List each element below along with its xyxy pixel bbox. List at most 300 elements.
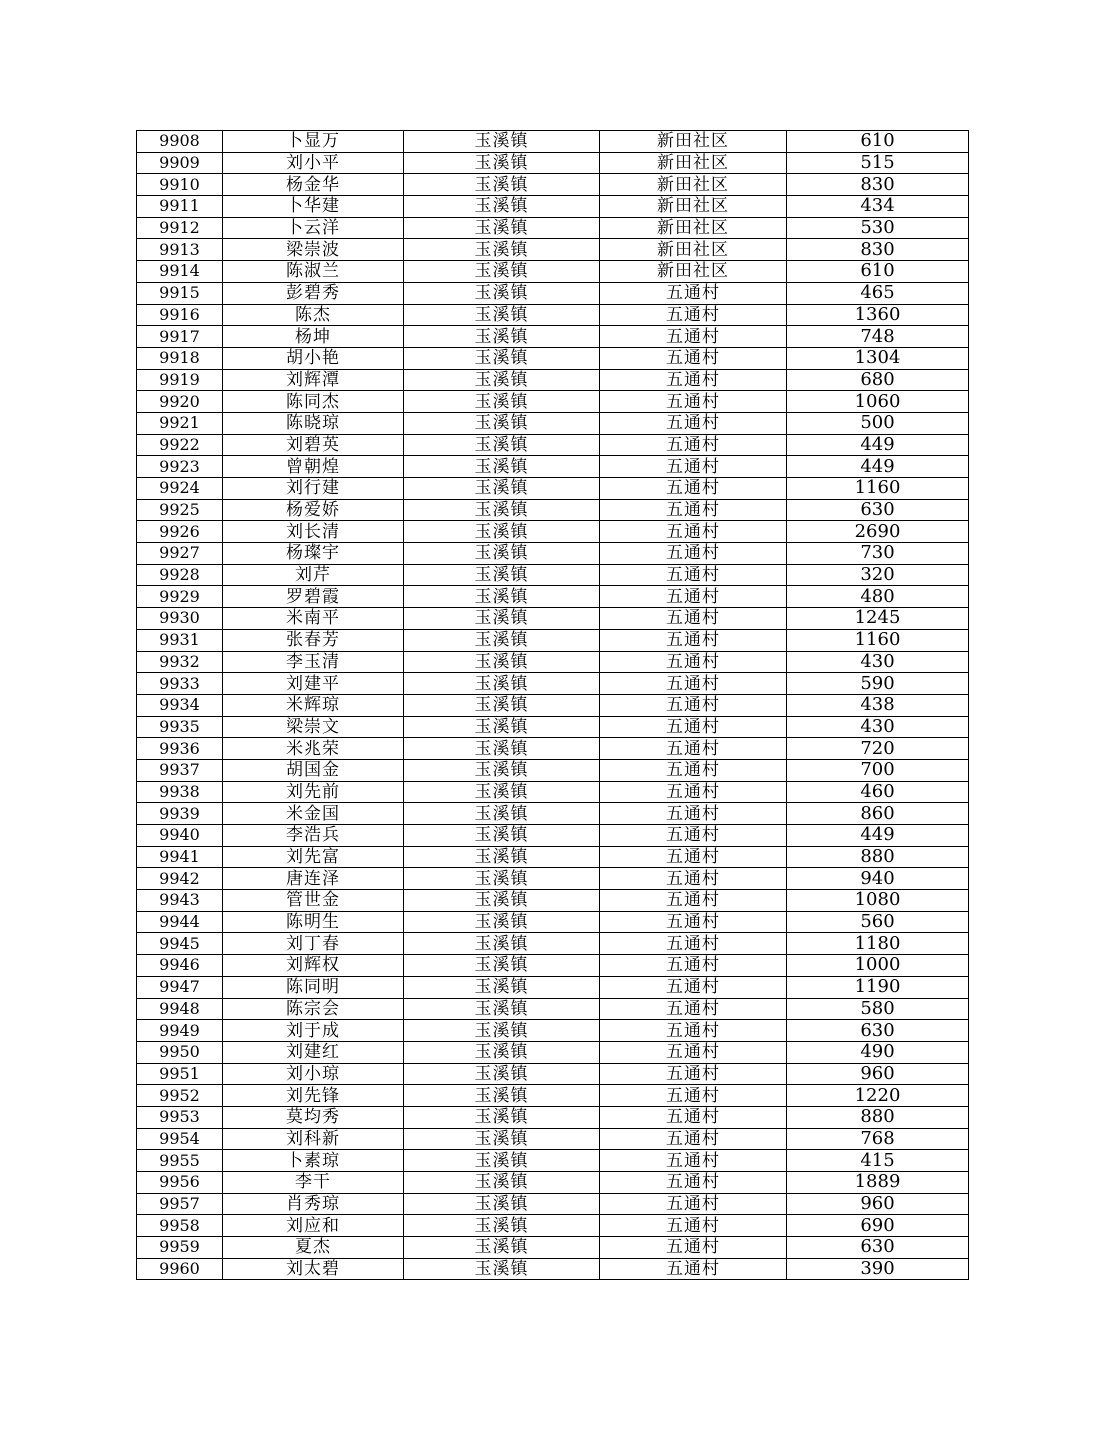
town-cell: 玉溪镇 bbox=[404, 694, 600, 716]
name-cell: 李玉清 bbox=[223, 651, 404, 673]
town-cell: 玉溪镇 bbox=[404, 586, 600, 608]
table-row bbox=[137, 1193, 969, 1215]
amount-cell: 1190 bbox=[787, 976, 969, 998]
row-number-cell: 9958 bbox=[137, 1215, 223, 1237]
row-number-cell: 9933 bbox=[137, 673, 223, 695]
row-number-cell: 9925 bbox=[137, 499, 223, 521]
name-cell: 刘丁春 bbox=[223, 933, 404, 955]
amount-cell: 610 bbox=[787, 131, 969, 153]
row-number-cell: 9955 bbox=[137, 1150, 223, 1172]
village-cell: 新田社区 bbox=[600, 239, 787, 261]
name-cell: 卜显万 bbox=[223, 131, 404, 153]
town-cell: 玉溪镇 bbox=[404, 543, 600, 565]
table-row bbox=[137, 412, 969, 434]
table-row bbox=[137, 1085, 969, 1107]
row-number-cell: 9931 bbox=[137, 629, 223, 651]
amount-cell: 1304 bbox=[787, 347, 969, 369]
amount-cell: 434 bbox=[787, 196, 969, 218]
village-cell: 新田社区 bbox=[600, 131, 787, 153]
town-cell: 玉溪镇 bbox=[404, 738, 600, 760]
name-cell: 刘于成 bbox=[223, 1020, 404, 1042]
town-cell: 玉溪镇 bbox=[404, 868, 600, 890]
table-row bbox=[137, 629, 969, 651]
table-row bbox=[137, 781, 969, 803]
table-row bbox=[137, 586, 969, 608]
name-cell: 莫均秀 bbox=[223, 1106, 404, 1128]
name-cell: 唐连泽 bbox=[223, 868, 404, 890]
amount-cell: 438 bbox=[787, 694, 969, 716]
amount-cell: 768 bbox=[787, 1128, 969, 1150]
amount-cell: 630 bbox=[787, 1020, 969, 1042]
village-cell: 五通村 bbox=[600, 282, 787, 304]
town-cell: 玉溪镇 bbox=[404, 759, 600, 781]
name-cell: 李干 bbox=[223, 1172, 404, 1194]
table-row bbox=[137, 1237, 969, 1259]
village-cell: 五通村 bbox=[600, 911, 787, 933]
town-cell: 玉溪镇 bbox=[404, 933, 600, 955]
village-cell: 五通村 bbox=[600, 998, 787, 1020]
amount-cell: 630 bbox=[787, 1237, 969, 1259]
village-cell: 五通村 bbox=[600, 1063, 787, 1085]
village-cell: 五通村 bbox=[600, 1258, 787, 1280]
town-cell: 玉溪镇 bbox=[404, 1128, 600, 1150]
table-row bbox=[137, 1020, 969, 1042]
village-cell: 新田社区 bbox=[600, 174, 787, 196]
amount-cell: 680 bbox=[787, 369, 969, 391]
village-cell: 五通村 bbox=[600, 369, 787, 391]
table-row bbox=[137, 239, 969, 261]
name-cell: 米金国 bbox=[223, 803, 404, 825]
roster-table-body bbox=[137, 131, 969, 1280]
amount-cell: 1889 bbox=[787, 1172, 969, 1194]
village-cell: 五通村 bbox=[600, 803, 787, 825]
village-cell: 五通村 bbox=[600, 1150, 787, 1172]
town-cell: 玉溪镇 bbox=[404, 261, 600, 283]
row-number-cell: 9911 bbox=[137, 196, 223, 218]
row-number-cell: 9954 bbox=[137, 1128, 223, 1150]
amount-cell: 320 bbox=[787, 564, 969, 586]
row-number-cell: 9910 bbox=[137, 174, 223, 196]
row-number-cell: 9934 bbox=[137, 694, 223, 716]
table-row bbox=[137, 543, 969, 565]
village-cell: 新田社区 bbox=[600, 261, 787, 283]
row-number-cell: 9928 bbox=[137, 564, 223, 586]
name-cell: 夏杰 bbox=[223, 1237, 404, 1259]
village-cell: 五通村 bbox=[600, 521, 787, 543]
town-cell: 玉溪镇 bbox=[404, 196, 600, 218]
table-row bbox=[137, 196, 969, 218]
row-number-cell: 9942 bbox=[137, 868, 223, 890]
row-number-cell: 9944 bbox=[137, 911, 223, 933]
town-cell: 玉溪镇 bbox=[404, 456, 600, 478]
village-cell: 五通村 bbox=[600, 738, 787, 760]
name-cell: 肖秀琼 bbox=[223, 1193, 404, 1215]
name-cell: 管世金 bbox=[223, 890, 404, 912]
amount-cell: 465 bbox=[787, 282, 969, 304]
name-cell: 刘行建 bbox=[223, 478, 404, 500]
row-number-cell: 9939 bbox=[137, 803, 223, 825]
amount-cell: 2690 bbox=[787, 521, 969, 543]
table-row bbox=[137, 738, 969, 760]
village-cell: 五通村 bbox=[600, 1106, 787, 1128]
table-row bbox=[137, 152, 969, 174]
town-cell: 玉溪镇 bbox=[404, 1063, 600, 1085]
town-cell: 玉溪镇 bbox=[404, 1041, 600, 1063]
amount-cell: 960 bbox=[787, 1063, 969, 1085]
name-cell: 陈宗会 bbox=[223, 998, 404, 1020]
name-cell: 刘先锋 bbox=[223, 1085, 404, 1107]
name-cell: 刘小琼 bbox=[223, 1063, 404, 1085]
table-row bbox=[137, 825, 969, 847]
village-cell: 五通村 bbox=[600, 825, 787, 847]
village-cell: 五通村 bbox=[600, 1085, 787, 1107]
row-number-cell: 9922 bbox=[137, 434, 223, 456]
town-cell: 玉溪镇 bbox=[404, 326, 600, 348]
name-cell: 彭碧秀 bbox=[223, 282, 404, 304]
table-row bbox=[137, 759, 969, 781]
table-row bbox=[137, 673, 969, 695]
amount-cell: 630 bbox=[787, 499, 969, 521]
table-row bbox=[137, 174, 969, 196]
village-cell: 新田社区 bbox=[600, 152, 787, 174]
table-row bbox=[137, 716, 969, 738]
amount-cell: 1220 bbox=[787, 1085, 969, 1107]
village-cell: 五通村 bbox=[600, 412, 787, 434]
name-cell: 卜云洋 bbox=[223, 217, 404, 239]
town-cell: 玉溪镇 bbox=[404, 131, 600, 153]
town-cell: 玉溪镇 bbox=[404, 781, 600, 803]
village-cell: 五通村 bbox=[600, 1172, 787, 1194]
town-cell: 玉溪镇 bbox=[404, 1150, 600, 1172]
town-cell: 玉溪镇 bbox=[404, 846, 600, 868]
village-cell: 五通村 bbox=[600, 304, 787, 326]
table-row bbox=[137, 1150, 969, 1172]
village-cell: 五通村 bbox=[600, 629, 787, 651]
row-number-cell: 9953 bbox=[137, 1106, 223, 1128]
amount-cell: 1160 bbox=[787, 629, 969, 651]
row-number-cell: 9941 bbox=[137, 846, 223, 868]
table-row bbox=[137, 803, 969, 825]
amount-cell: 430 bbox=[787, 716, 969, 738]
town-cell: 玉溪镇 bbox=[404, 673, 600, 695]
town-cell: 玉溪镇 bbox=[404, 1085, 600, 1107]
row-number-cell: 9916 bbox=[137, 304, 223, 326]
amount-cell: 700 bbox=[787, 759, 969, 781]
name-cell: 米辉琼 bbox=[223, 694, 404, 716]
row-number-cell: 9909 bbox=[137, 152, 223, 174]
name-cell: 陈晓琼 bbox=[223, 412, 404, 434]
row-number-cell: 9912 bbox=[137, 217, 223, 239]
name-cell: 曾朝煌 bbox=[223, 456, 404, 478]
row-number-cell: 9959 bbox=[137, 1237, 223, 1259]
table-row bbox=[137, 1041, 969, 1063]
name-cell: 卜华建 bbox=[223, 196, 404, 218]
name-cell: 陈同杰 bbox=[223, 391, 404, 413]
amount-cell: 515 bbox=[787, 152, 969, 174]
amount-cell: 415 bbox=[787, 1150, 969, 1172]
amount-cell: 610 bbox=[787, 261, 969, 283]
name-cell: 杨金华 bbox=[223, 174, 404, 196]
name-cell: 陈明生 bbox=[223, 911, 404, 933]
table-row bbox=[137, 304, 969, 326]
amount-cell: 730 bbox=[787, 543, 969, 565]
row-number-cell: 9951 bbox=[137, 1063, 223, 1085]
village-cell: 五通村 bbox=[600, 1020, 787, 1042]
name-cell: 张春芳 bbox=[223, 629, 404, 651]
table-row bbox=[137, 1128, 969, 1150]
table-row bbox=[137, 608, 969, 630]
town-cell: 玉溪镇 bbox=[404, 651, 600, 673]
row-number-cell: 9919 bbox=[137, 369, 223, 391]
village-cell: 五通村 bbox=[600, 456, 787, 478]
town-cell: 玉溪镇 bbox=[404, 347, 600, 369]
table-row bbox=[137, 976, 969, 998]
row-number-cell: 9914 bbox=[137, 261, 223, 283]
town-cell: 玉溪镇 bbox=[404, 564, 600, 586]
amount-cell: 1360 bbox=[787, 304, 969, 326]
amount-cell: 880 bbox=[787, 1106, 969, 1128]
village-cell: 五通村 bbox=[600, 1128, 787, 1150]
amount-cell: 430 bbox=[787, 651, 969, 673]
village-cell: 五通村 bbox=[600, 1193, 787, 1215]
village-cell: 五通村 bbox=[600, 564, 787, 586]
village-cell: 新田社区 bbox=[600, 217, 787, 239]
name-cell: 胡国金 bbox=[223, 759, 404, 781]
amount-cell: 530 bbox=[787, 217, 969, 239]
table-row bbox=[137, 955, 969, 977]
town-cell: 玉溪镇 bbox=[404, 955, 600, 977]
name-cell: 杨坤 bbox=[223, 326, 404, 348]
table-row bbox=[137, 868, 969, 890]
table-row bbox=[137, 890, 969, 912]
amount-cell: 830 bbox=[787, 239, 969, 261]
village-cell: 五通村 bbox=[600, 1215, 787, 1237]
row-number-cell: 9917 bbox=[137, 326, 223, 348]
town-cell: 玉溪镇 bbox=[404, 803, 600, 825]
amount-cell: 490 bbox=[787, 1041, 969, 1063]
name-cell: 刘先富 bbox=[223, 846, 404, 868]
table-row bbox=[137, 131, 969, 153]
amount-cell: 880 bbox=[787, 846, 969, 868]
town-cell: 玉溪镇 bbox=[404, 217, 600, 239]
table-row bbox=[137, 846, 969, 868]
amount-cell: 449 bbox=[787, 456, 969, 478]
village-cell: 五通村 bbox=[600, 846, 787, 868]
name-cell: 刘先前 bbox=[223, 781, 404, 803]
table-row bbox=[137, 933, 969, 955]
name-cell: 卜素琼 bbox=[223, 1150, 404, 1172]
name-cell: 刘小平 bbox=[223, 152, 404, 174]
village-cell: 五通村 bbox=[600, 586, 787, 608]
table-row bbox=[137, 499, 969, 521]
village-cell: 五通村 bbox=[600, 1041, 787, 1063]
roster-table bbox=[136, 130, 969, 1280]
town-cell: 玉溪镇 bbox=[404, 152, 600, 174]
table-row bbox=[137, 564, 969, 586]
village-cell: 五通村 bbox=[600, 499, 787, 521]
row-number-cell: 9913 bbox=[137, 239, 223, 261]
table-row bbox=[137, 217, 969, 239]
table-row bbox=[137, 998, 969, 1020]
village-cell: 五通村 bbox=[600, 694, 787, 716]
town-cell: 玉溪镇 bbox=[404, 391, 600, 413]
town-cell: 玉溪镇 bbox=[404, 499, 600, 521]
name-cell: 李浩兵 bbox=[223, 825, 404, 847]
amount-cell: 1080 bbox=[787, 890, 969, 912]
row-number-cell: 9946 bbox=[137, 955, 223, 977]
row-number-cell: 9908 bbox=[137, 131, 223, 153]
village-cell: 五通村 bbox=[600, 759, 787, 781]
amount-cell: 830 bbox=[787, 174, 969, 196]
town-cell: 玉溪镇 bbox=[404, 1193, 600, 1215]
town-cell: 玉溪镇 bbox=[404, 521, 600, 543]
town-cell: 玉溪镇 bbox=[404, 608, 600, 630]
town-cell: 玉溪镇 bbox=[404, 1215, 600, 1237]
village-cell: 五通村 bbox=[600, 326, 787, 348]
name-cell: 陈杰 bbox=[223, 304, 404, 326]
village-cell: 五通村 bbox=[600, 976, 787, 998]
table-row bbox=[137, 347, 969, 369]
name-cell: 杨璨宇 bbox=[223, 543, 404, 565]
row-number-cell: 9927 bbox=[137, 543, 223, 565]
town-cell: 玉溪镇 bbox=[404, 890, 600, 912]
town-cell: 玉溪镇 bbox=[404, 976, 600, 998]
name-cell: 杨爱娇 bbox=[223, 499, 404, 521]
town-cell: 玉溪镇 bbox=[404, 1020, 600, 1042]
row-number-cell: 9948 bbox=[137, 998, 223, 1020]
table-row bbox=[137, 911, 969, 933]
row-number-cell: 9924 bbox=[137, 478, 223, 500]
name-cell: 刘应和 bbox=[223, 1215, 404, 1237]
amount-cell: 390 bbox=[787, 1258, 969, 1280]
name-cell: 刘辉权 bbox=[223, 955, 404, 977]
row-number-cell: 9918 bbox=[137, 347, 223, 369]
amount-cell: 580 bbox=[787, 998, 969, 1020]
table-row bbox=[137, 1106, 969, 1128]
table-row bbox=[137, 456, 969, 478]
table-row bbox=[137, 651, 969, 673]
town-cell: 玉溪镇 bbox=[404, 1258, 600, 1280]
village-cell: 五通村 bbox=[600, 955, 787, 977]
amount-cell: 1000 bbox=[787, 955, 969, 977]
village-cell: 五通村 bbox=[600, 868, 787, 890]
table-row bbox=[137, 434, 969, 456]
village-cell: 五通村 bbox=[600, 673, 787, 695]
table-row bbox=[137, 326, 969, 348]
amount-cell: 500 bbox=[787, 412, 969, 434]
row-number-cell: 9957 bbox=[137, 1193, 223, 1215]
row-number-cell: 9937 bbox=[137, 759, 223, 781]
town-cell: 玉溪镇 bbox=[404, 1237, 600, 1259]
amount-cell: 860 bbox=[787, 803, 969, 825]
town-cell: 玉溪镇 bbox=[404, 239, 600, 261]
row-number-cell: 9921 bbox=[137, 412, 223, 434]
amount-cell: 1060 bbox=[787, 391, 969, 413]
table-row bbox=[137, 391, 969, 413]
name-cell: 梁崇文 bbox=[223, 716, 404, 738]
amount-cell: 960 bbox=[787, 1193, 969, 1215]
table-row bbox=[137, 282, 969, 304]
amount-cell: 560 bbox=[787, 911, 969, 933]
town-cell: 玉溪镇 bbox=[404, 1106, 600, 1128]
town-cell: 玉溪镇 bbox=[404, 911, 600, 933]
amount-cell: 1180 bbox=[787, 933, 969, 955]
table-row bbox=[137, 369, 969, 391]
village-cell: 五通村 bbox=[600, 608, 787, 630]
name-cell: 刘辉潭 bbox=[223, 369, 404, 391]
table-row bbox=[137, 694, 969, 716]
name-cell: 米兆荣 bbox=[223, 738, 404, 760]
row-number-cell: 9932 bbox=[137, 651, 223, 673]
row-number-cell: 9938 bbox=[137, 781, 223, 803]
row-number-cell: 9923 bbox=[137, 456, 223, 478]
town-cell: 玉溪镇 bbox=[404, 825, 600, 847]
amount-cell: 748 bbox=[787, 326, 969, 348]
amount-cell: 590 bbox=[787, 673, 969, 695]
table-row bbox=[137, 521, 969, 543]
town-cell: 玉溪镇 bbox=[404, 434, 600, 456]
village-cell: 五通村 bbox=[600, 716, 787, 738]
table-row bbox=[137, 1215, 969, 1237]
row-number-cell: 9952 bbox=[137, 1085, 223, 1107]
row-number-cell: 9940 bbox=[137, 825, 223, 847]
town-cell: 玉溪镇 bbox=[404, 369, 600, 391]
village-cell: 五通村 bbox=[600, 543, 787, 565]
row-number-cell: 9920 bbox=[137, 391, 223, 413]
row-number-cell: 9930 bbox=[137, 608, 223, 630]
village-cell: 五通村 bbox=[600, 391, 787, 413]
name-cell: 刘太碧 bbox=[223, 1258, 404, 1280]
amount-cell: 449 bbox=[787, 434, 969, 456]
town-cell: 玉溪镇 bbox=[404, 282, 600, 304]
village-cell: 五通村 bbox=[600, 781, 787, 803]
amount-cell: 1245 bbox=[787, 608, 969, 630]
village-cell: 五通村 bbox=[600, 651, 787, 673]
row-number-cell: 9936 bbox=[137, 738, 223, 760]
row-number-cell: 9943 bbox=[137, 890, 223, 912]
town-cell: 玉溪镇 bbox=[404, 716, 600, 738]
row-number-cell: 9945 bbox=[137, 933, 223, 955]
village-cell: 五通村 bbox=[600, 933, 787, 955]
name-cell: 刘碧英 bbox=[223, 434, 404, 456]
row-number-cell: 9915 bbox=[137, 282, 223, 304]
row-number-cell: 9926 bbox=[137, 521, 223, 543]
table-row bbox=[137, 478, 969, 500]
amount-cell: 720 bbox=[787, 738, 969, 760]
row-number-cell: 9960 bbox=[137, 1258, 223, 1280]
amount-cell: 940 bbox=[787, 868, 969, 890]
name-cell: 胡小艳 bbox=[223, 347, 404, 369]
table-row bbox=[137, 1172, 969, 1194]
name-cell: 米南平 bbox=[223, 608, 404, 630]
amount-cell: 480 bbox=[787, 586, 969, 608]
town-cell: 玉溪镇 bbox=[404, 478, 600, 500]
row-number-cell: 9935 bbox=[137, 716, 223, 738]
name-cell: 陈淑兰 bbox=[223, 261, 404, 283]
name-cell: 刘长清 bbox=[223, 521, 404, 543]
name-cell: 刘芹 bbox=[223, 564, 404, 586]
village-cell: 五通村 bbox=[600, 890, 787, 912]
name-cell: 刘建平 bbox=[223, 673, 404, 695]
row-number-cell: 9949 bbox=[137, 1020, 223, 1042]
row-number-cell: 9950 bbox=[137, 1041, 223, 1063]
village-cell: 五通村 bbox=[600, 434, 787, 456]
town-cell: 玉溪镇 bbox=[404, 998, 600, 1020]
table-row bbox=[137, 1258, 969, 1280]
name-cell: 刘建红 bbox=[223, 1041, 404, 1063]
amount-cell: 1160 bbox=[787, 478, 969, 500]
name-cell: 刘科新 bbox=[223, 1128, 404, 1150]
